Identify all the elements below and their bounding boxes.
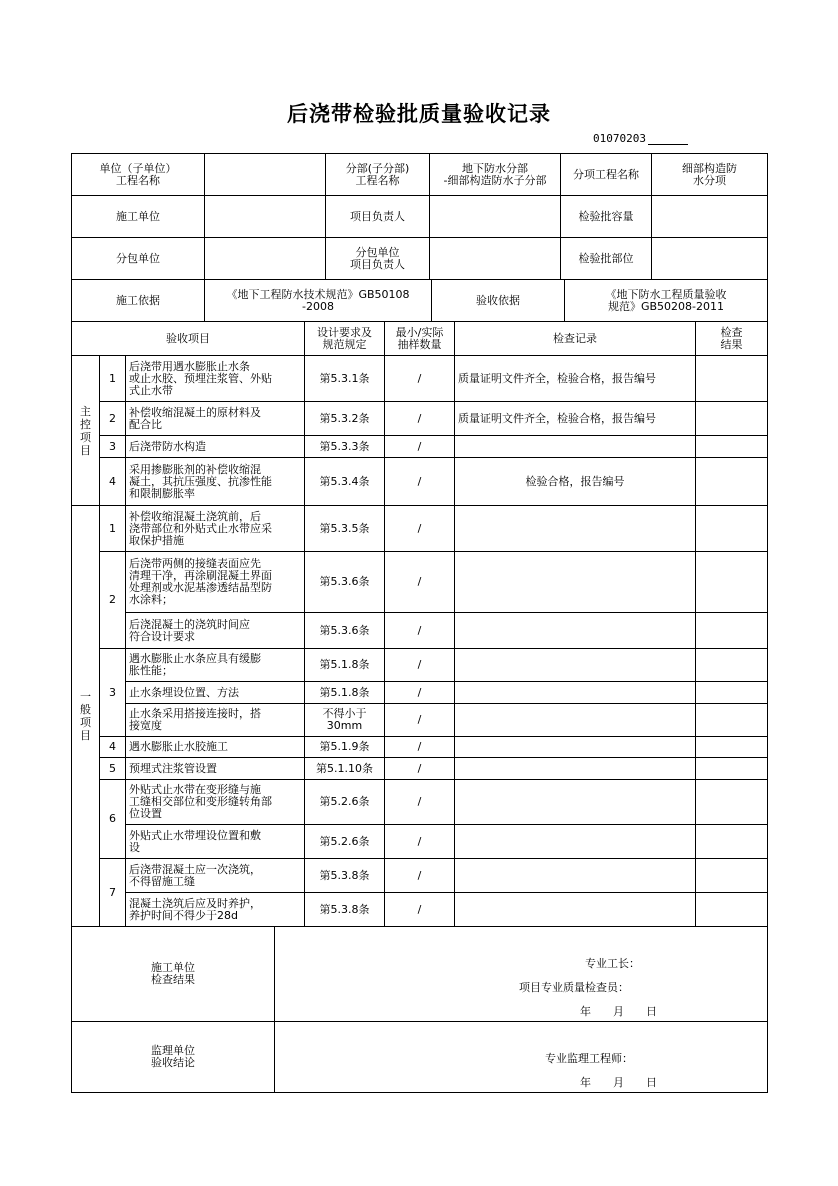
subdivision-label: 分部(子分部) 工程名称 <box>345 161 410 187</box>
supervision-date: 年 月 日 <box>580 1076 657 1089</box>
document-title: 后浇带检验批质量验收记录 <box>287 101 551 126</box>
general-item-text: 补偿收缩混凝土浇筑前，后 浇带部位和外贴式止水带应采 取保护措施 <box>129 509 272 547</box>
main-item-no: 3 <box>109 439 116 453</box>
main-item-spec: 第5.3.1条 <box>319 371 370 385</box>
construction-basis-label: 施工依据 <box>116 293 160 307</box>
supervision-conclusion-label: 监理单位 验收结论 <box>151 1044 195 1069</box>
main-item-result[interactable] <box>696 458 767 505</box>
general-item-text: 混凝土浇筑后应及时养护， 养护时间不得少于28d <box>129 896 261 922</box>
col-header-item: 验收项目 <box>166 331 210 345</box>
general-item-sample: / <box>417 902 422 916</box>
main-item-text: 采用掺膨胀剂的补偿收缩混 凝土，其抗压强度、抗渗性能 和限制膨胀率 <box>129 462 272 500</box>
main-item-no: 1 <box>109 371 116 385</box>
general-item-sample: / <box>417 521 422 535</box>
general-item-no: 6 <box>109 812 116 825</box>
general-item-no: 7 <box>109 885 116 899</box>
main-item-result[interactable] <box>696 402 767 435</box>
general-item-text: 后浇带两侧的接缝表面应先 清理干净，再涂刷混凝土界面 处理剂或水泥基渗透结晶型防 水涂料； <box>129 557 272 606</box>
general-item-spec: 第5.1.8条 <box>319 685 370 699</box>
batch-part-value[interactable] <box>652 238 767 279</box>
project-manager-value[interactable] <box>430 196 560 237</box>
document-code <box>593 132 688 145</box>
subcontractor-value[interactable] <box>205 238 325 279</box>
general-item-sample: / <box>417 761 422 775</box>
general-item-spec: 第5.3.6条 <box>319 575 370 588</box>
col-header-design: 设计要求及 规范规定 <box>317 325 372 351</box>
main-item-sample: / <box>417 371 422 385</box>
col-header-sample: 最小/实际 抽样数量 <box>395 325 444 351</box>
general-item-text: 遇水膨胀止水胶施工 <box>129 740 228 753</box>
code-blank-line <box>648 133 688 145</box>
main-item-result[interactable] <box>696 436 767 457</box>
general-item-text: 外贴式止水带在变形缝与施 工缝相交部位和变形缝转角部 位设置 <box>129 783 272 820</box>
supervising-engineer-label: 专业监理工程师： <box>545 1052 633 1065</box>
general-item-spec: 第5.1.9条 <box>319 740 370 753</box>
project-manager-label: 项目负责人 <box>350 209 405 223</box>
main-item-sample: / <box>417 439 422 453</box>
general-item-no: 4 <box>109 740 116 753</box>
general-item-spec: 第5.2.6条 <box>319 834 370 848</box>
general-item-text: 后浇带混凝土应一次浇筑， 不得留施工缝 <box>129 862 261 888</box>
main-item-record: 质量证明文件齐全，检验合格，报告编号 <box>458 411 656 425</box>
batch-capacity-value[interactable] <box>652 196 767 237</box>
sub-pm-label: 分包单位 项目负责人 <box>350 245 405 271</box>
batch-part-label: 检验批部位 <box>578 251 634 265</box>
general-group-label: 一 般 项 目 <box>80 690 91 742</box>
general-item-text: 遇水膨胀止水条应具有缓膨 胀性能； <box>129 652 261 677</box>
construction-check-label: 施工单位 检查结果 <box>151 961 195 986</box>
main-item-no: 2 <box>109 411 116 425</box>
general-item-no: 5 <box>109 761 116 775</box>
main-item-spec: 第5.3.3条 <box>319 439 370 453</box>
general-item-spec: 不得小于 30mm <box>322 707 367 732</box>
general-item-sample: / <box>417 713 422 726</box>
acceptance-basis-value: 《地下防水工程质量验收 规范》GB50208-2011 <box>605 287 727 313</box>
general-item-spec: 第5.3.8条 <box>319 868 370 882</box>
general-item-spec: 第5.3.5条 <box>319 521 370 535</box>
batch-capacity-label: 检验批容量 <box>578 209 634 223</box>
general-item-text: 外贴式止水带埋设位置和敷 设 <box>129 828 261 854</box>
main-item-text: 后浇带用遇水膨胀止水条 或止水胶、预埋注浆管、外贴 式止水带 <box>129 359 272 397</box>
general-item-text: 后浇混凝土的浇筑时间应 符合设计要求 <box>129 617 250 643</box>
subcontractor-label: 分包单位 <box>116 251 160 265</box>
main-item-sample: / <box>417 474 422 488</box>
general-item-spec: 第5.3.6条 <box>319 623 370 637</box>
general-item-sample: / <box>417 795 422 808</box>
acceptance-basis-label: 验收依据 <box>476 293 520 307</box>
main-item-spec: 第5.3.4条 <box>319 474 370 488</box>
main-item-record: 质量证明文件齐全，检验合格，报告编号 <box>458 371 656 385</box>
main-control-group-label: 主 控 项 目 <box>80 404 91 457</box>
main-item-spec: 第5.3.2条 <box>319 411 370 425</box>
general-item-spec: 第5.3.8条 <box>319 902 370 916</box>
general-item-no: 2 <box>109 593 116 606</box>
foreman-label: 专业工长： <box>585 957 640 970</box>
sub-pm-value[interactable] <box>430 238 560 279</box>
item-project-label: 分项工程名称 <box>573 167 639 181</box>
general-item-sample: / <box>417 868 422 882</box>
general-item-spec: 第5.2.6条 <box>319 795 370 808</box>
general-item-sample: / <box>417 834 422 848</box>
subdivision-value: 地下防水分部 -细部构造防水子分部 <box>443 161 547 187</box>
main-item-result[interactable] <box>696 356 767 401</box>
col-header-record: 检查记录 <box>553 331 597 345</box>
general-item-sample: / <box>417 623 422 637</box>
quality-inspector-label: 项目专业质量检查员： <box>519 981 629 994</box>
contractor-value[interactable] <box>205 196 325 237</box>
general-item-text: 预埋式注浆管设置 <box>129 761 217 775</box>
general-item-sample: / <box>417 740 422 753</box>
construction-basis-value: 《地下工程防水技术规范》GB50108 -2008 <box>226 287 410 313</box>
general-item-no: 1 <box>109 521 116 535</box>
main-item-record: 检验合格，报告编号 <box>525 474 625 488</box>
main-item-no: 4 <box>109 474 116 488</box>
contractor-label: 施工单位 <box>116 209 160 223</box>
general-item-sample: / <box>417 685 422 699</box>
item-project-value: 细部构造防 水分项 <box>682 161 737 187</box>
general-item-text: 止水条埋设位置、方法 <box>129 685 239 699</box>
general-item-spec: 第5.1.8条 <box>319 658 370 671</box>
general-item-sample: / <box>417 658 422 671</box>
main-item-text: 补偿收缩混凝土的原材料及 配合比 <box>129 405 261 431</box>
document-code-text: 01070203 <box>593 132 646 145</box>
construction-date: 年 月 日 <box>580 1005 657 1018</box>
main-item-text: 后浇带防水构造 <box>129 439 206 453</box>
main-item-record[interactable] <box>455 436 695 457</box>
main-item-sample: / <box>417 411 422 425</box>
col-header-result: 检查 结果 <box>720 325 743 351</box>
general-item-sample: / <box>417 575 422 588</box>
general-item-text: 止水条采用搭接连接时，搭 接宽度 <box>129 707 261 732</box>
unit-name-label: 单位（子单位） 工程名称 <box>99 161 177 187</box>
general-item-spec: 第5.1.10条 <box>316 761 373 775</box>
general-item-no: 3 <box>109 685 116 699</box>
unit-name-value[interactable] <box>205 154 325 195</box>
